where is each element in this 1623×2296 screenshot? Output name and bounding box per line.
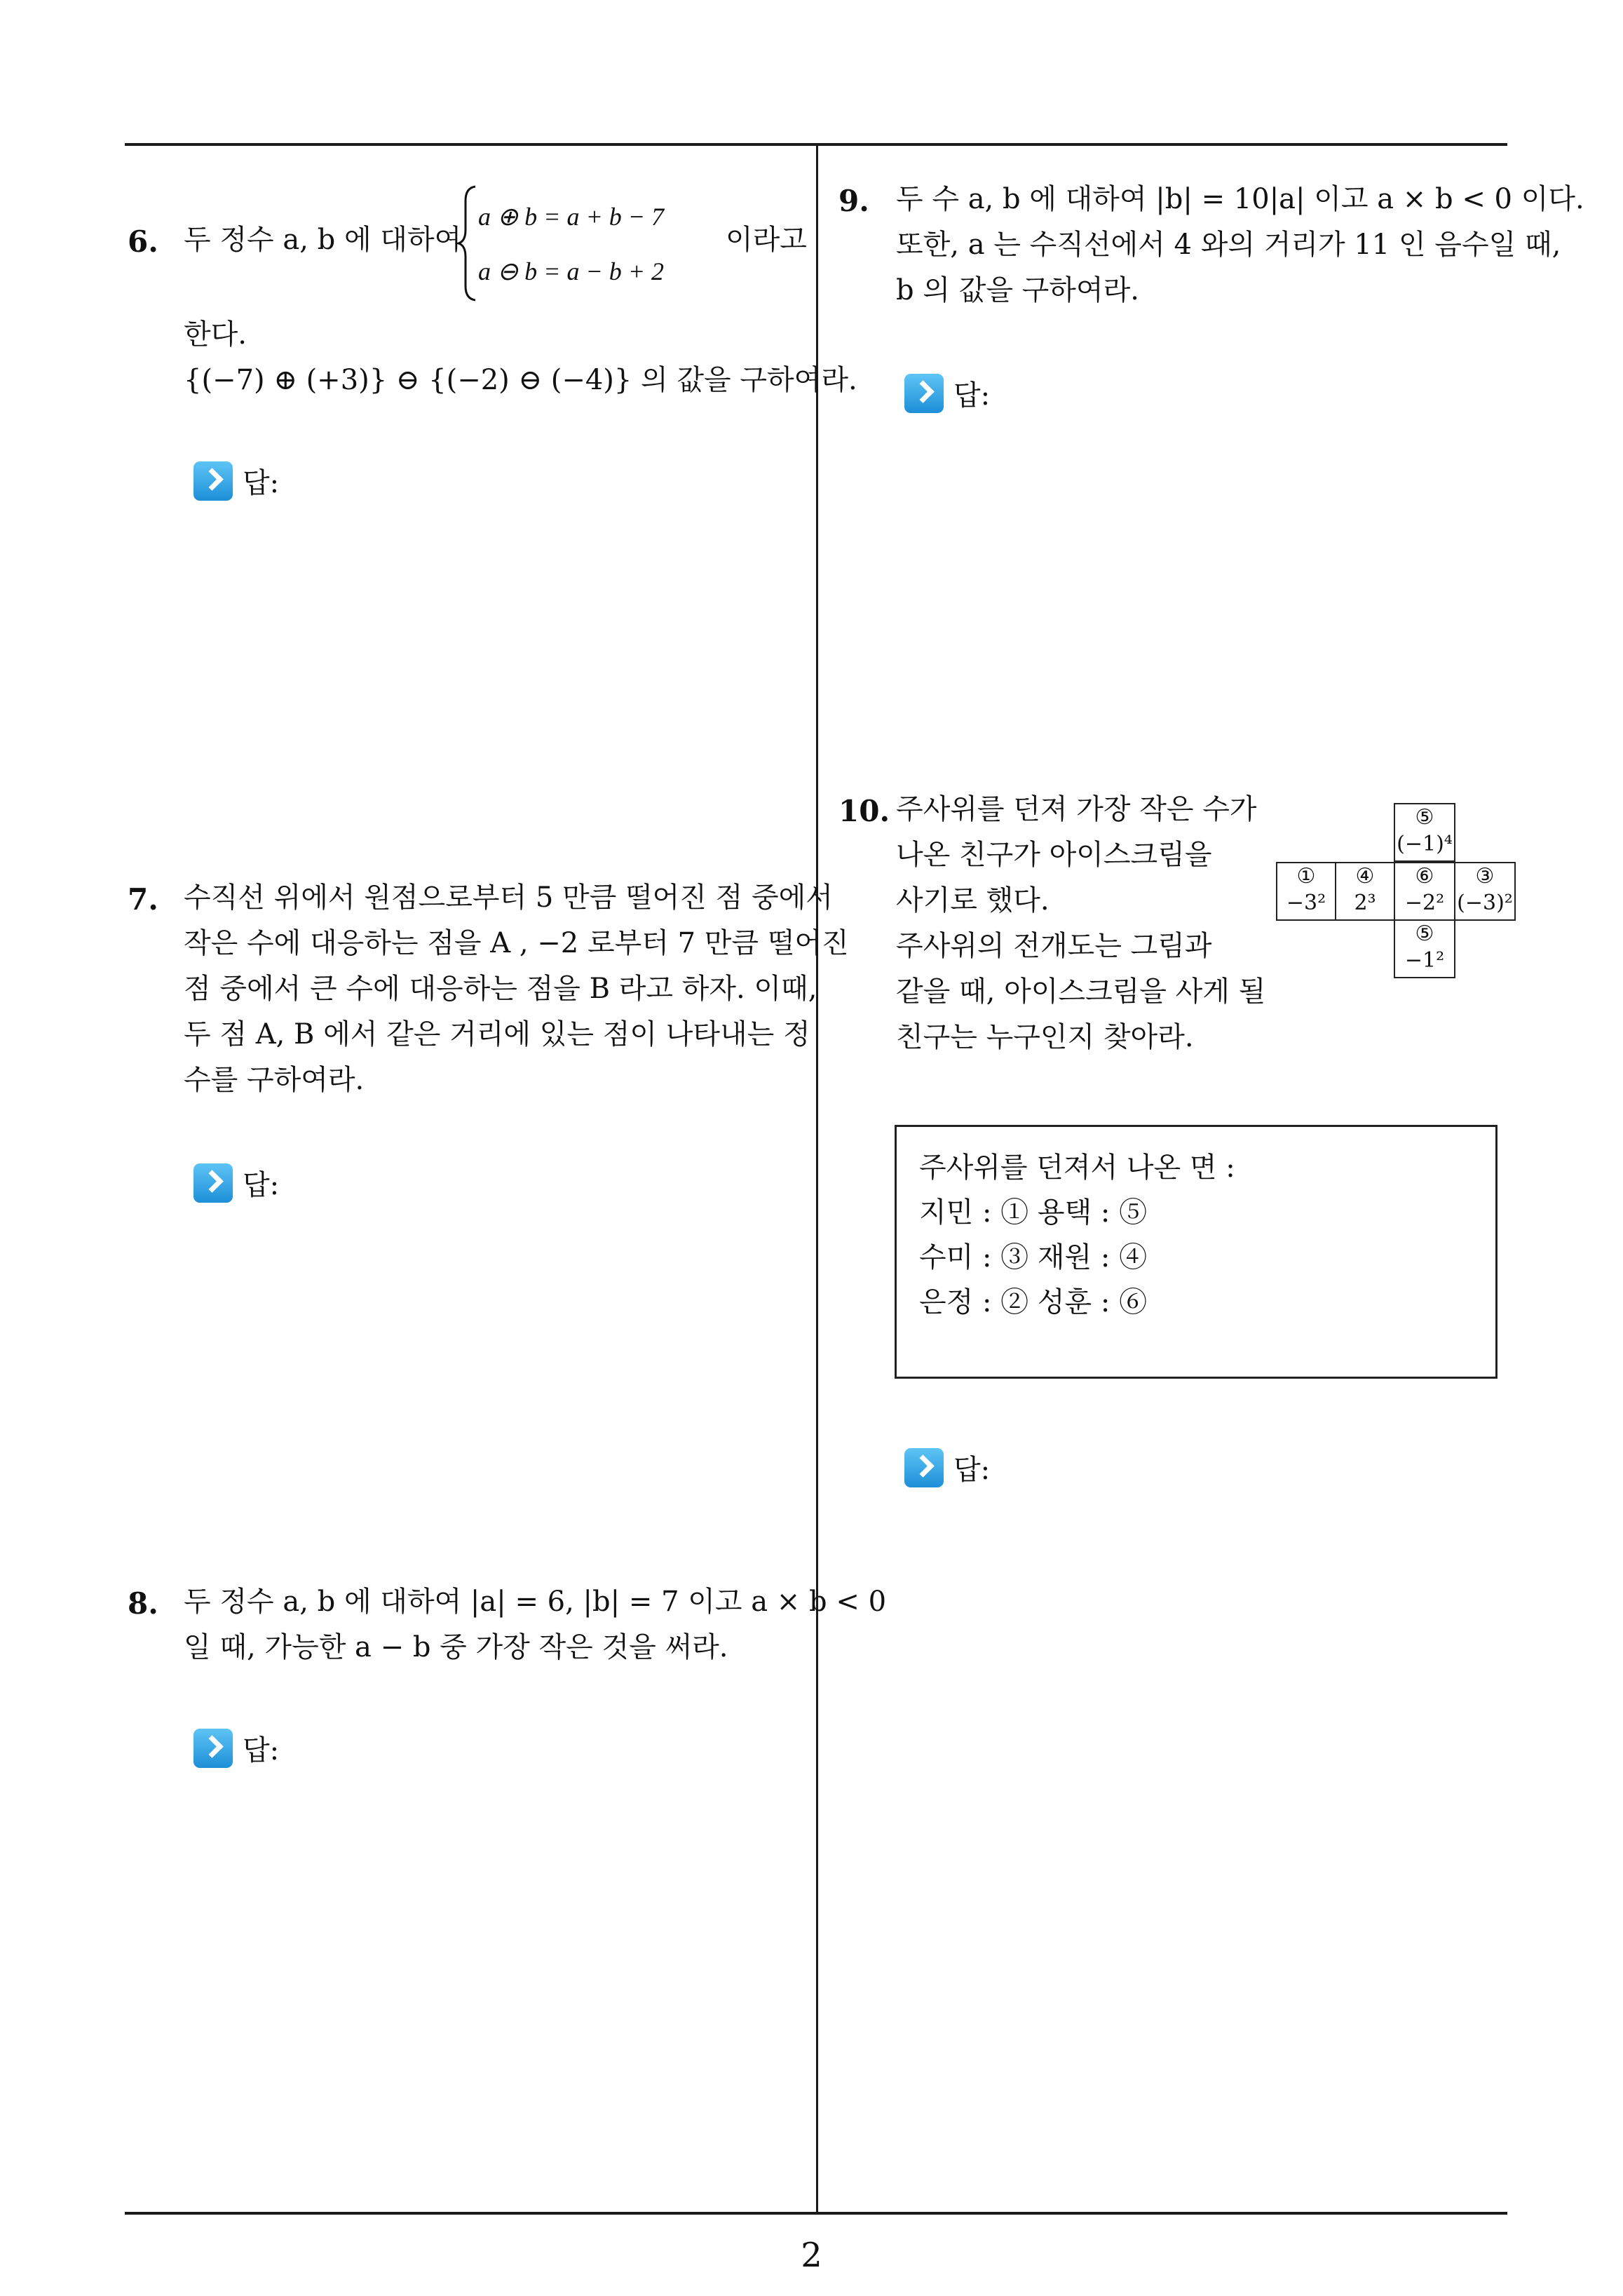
box-line: 은정 : ② 성훈 : ⑥ [919, 1286, 1148, 1318]
problem-number: 9. [838, 184, 869, 218]
face-label: ⑤ [1415, 805, 1434, 830]
face-value: (−1)⁴ [1397, 832, 1453, 856]
problem-text: 수를 구하여라. [184, 1064, 365, 1096]
problem-text: 점 중에서 큰 수에 대응하는 점을 B 라고 하자. 이때, [184, 973, 817, 1005]
face-value: −1² [1404, 948, 1445, 973]
answer-label: 답: [243, 1169, 280, 1201]
left-brace-icon [457, 184, 478, 303]
problem-text: 두 점 A, B 에서 같은 거리에 있는 점이 나타내는 정 [184, 1018, 810, 1051]
problem-expression: {(−7) ⊕ (+3)} ⊖ {(−2) ⊖ (−4)} 의 값을 구하여라. [184, 364, 857, 396]
problem-text: 두 수 a, b 에 대하여 |b| = 10|a| 이고 a × b < 0 이다. [896, 183, 1584, 215]
problem-number: 8. [128, 1586, 158, 1621]
net-face-3 [1394, 862, 1455, 921]
chevron-right-icon [193, 461, 233, 501]
problem-text: 수직선 위에서 원점으로부터 5 만큼 떨어진 점 중에서 [184, 882, 833, 914]
box-line: 지민 : ① 용택 : ⑤ [919, 1196, 1148, 1229]
problem-text: 주사위의 전개도는 그림과 [896, 930, 1212, 962]
answer-field[interactable] [193, 1728, 279, 1768]
face-value: −3² [1286, 891, 1326, 915]
net-face-2 [1335, 862, 1395, 921]
answer-field[interactable] [904, 1447, 990, 1487]
face-value: (−3)² [1457, 891, 1513, 915]
face-value: −2² [1404, 891, 1445, 915]
problem-text: 두 정수 a, b 에 대하여 |a| = 6, |b| = 7 이고 a × b < 0 [184, 1586, 887, 1618]
face-value: 2³ [1354, 891, 1376, 915]
answer-label: 답: [953, 1454, 991, 1486]
answer-label: 답: [953, 379, 991, 412]
chevron-right-icon [904, 374, 944, 413]
net-face-top [1394, 803, 1455, 862]
net-face-1 [1276, 862, 1336, 921]
problem-text: 주사위를 던져 가장 작은 수가 [896, 793, 1257, 825]
problem-text: 이라고 [726, 224, 807, 256]
box-line: 수미 : ③ 재원 : ④ [919, 1241, 1148, 1274]
net-face-4 [1454, 862, 1516, 921]
problem-text: 나온 친구가 아이스크림을 [896, 839, 1212, 871]
problem-text: 또한, a 는 수직선에서 4 와의 거리가 11 인 음수일 때, [896, 229, 1561, 261]
problem-text: 사기로 했다. [896, 884, 1050, 917]
problem-text: 친구는 누구인지 찾아라. [896, 1021, 1194, 1053]
face-label: ④ [1355, 864, 1375, 889]
face-label: ① [1296, 864, 1316, 889]
problem-text: 같을 때, 아이스크림을 사게 될 [896, 975, 1266, 1008]
column-divider [816, 144, 818, 2213]
problem-number: 6. [128, 224, 158, 259]
page-number: 2 [801, 2236, 822, 2275]
chevron-right-icon [193, 1729, 233, 1768]
problem-text: 일 때, 가능한 a − b 중 가장 작은 것을 써라. [184, 1631, 728, 1663]
problem-text: 두 정수 a, b 에 대하여 [184, 224, 462, 256]
problem-text: b 의 값을 구하여라. [896, 274, 1139, 306]
answer-label: 답: [243, 1734, 280, 1767]
answer-field[interactable] [193, 461, 279, 501]
face-label: ③ [1475, 864, 1495, 889]
problem-text: 작은 수에 대응하는 점을 A , −2 로부터 7 만큼 떨어진 [184, 927, 849, 959]
operation-definition [457, 184, 695, 303]
answer-label: 답: [243, 467, 280, 499]
equation-oplus: a ⊕ b = a + b − 7 [478, 203, 665, 231]
chevron-right-icon [904, 1448, 944, 1487]
answer-field[interactable] [193, 1163, 279, 1203]
face-label: ⑤ [1415, 921, 1434, 946]
face-label: ⑥ [1415, 864, 1434, 889]
problem-number: 7. [128, 882, 158, 917]
net-face-bottom [1394, 919, 1455, 978]
answer-field[interactable] [904, 373, 990, 413]
box-title: 주사위를 던져서 나온 면 : [919, 1152, 1235, 1184]
equation-ominus: a ⊖ b = a − b + 2 [478, 257, 665, 285]
problem-text: 한다. [184, 318, 247, 351]
problem-number: 10. [838, 794, 890, 828]
chevron-right-icon [193, 1163, 233, 1203]
dice-results-box [895, 1125, 1498, 1379]
